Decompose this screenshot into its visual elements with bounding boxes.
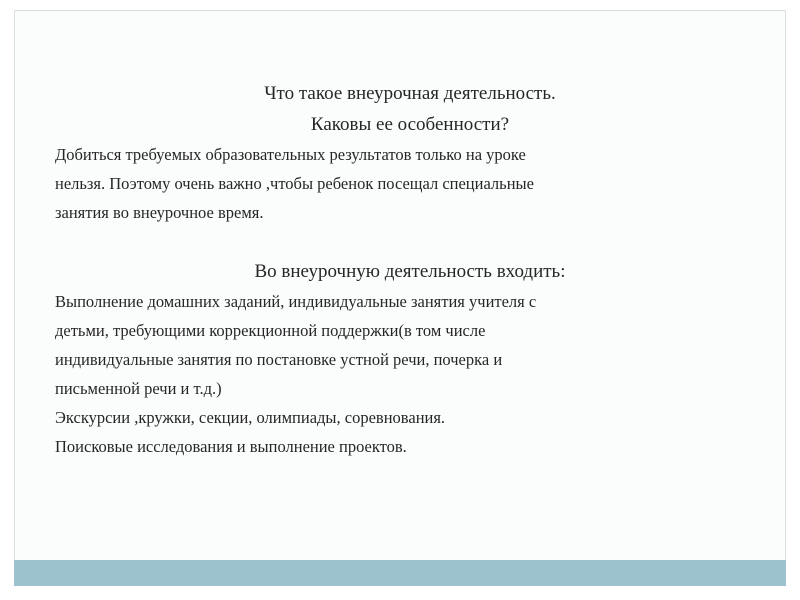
intro-text-line-2: нельзя. Поэтому очень важно ,чтобы ребенок посещал специальные (55, 174, 534, 193)
list-text-line-1: Выполнение домашних заданий, индивидуальные занятия учителя с (55, 292, 537, 311)
list-text-line-3: индивидуальные занятия по постановке устной речи, почерка и (55, 350, 503, 369)
slide-title-line-1: Что такое внеурочная деятельность. (264, 83, 556, 104)
intro-text-line-3: занятия во внеурочное время. (55, 203, 264, 222)
slide-content (55, 78, 745, 461)
section-heading: Во внеурочную деятельность входить: (254, 261, 566, 282)
slide-bottom-band (14, 560, 786, 586)
list-text-line-6: Поисковые исследования и выполнение проектов. (55, 437, 407, 456)
intro-text-line-1: Добиться требуемых образовательных результатов только на уроке (55, 145, 526, 164)
list-text-line-4: письменной речи и т.д.) (55, 379, 222, 398)
slide-title-line-2: Каковы ее особенности? (310, 114, 510, 135)
list-text-line-2: детьми, требующими коррекционной поддержки(в том числе (55, 321, 486, 340)
list-text-line-5: Экскурсии ,кружки, секции, олимпиады, соревнования. (55, 408, 446, 427)
spacer (55, 227, 745, 256)
